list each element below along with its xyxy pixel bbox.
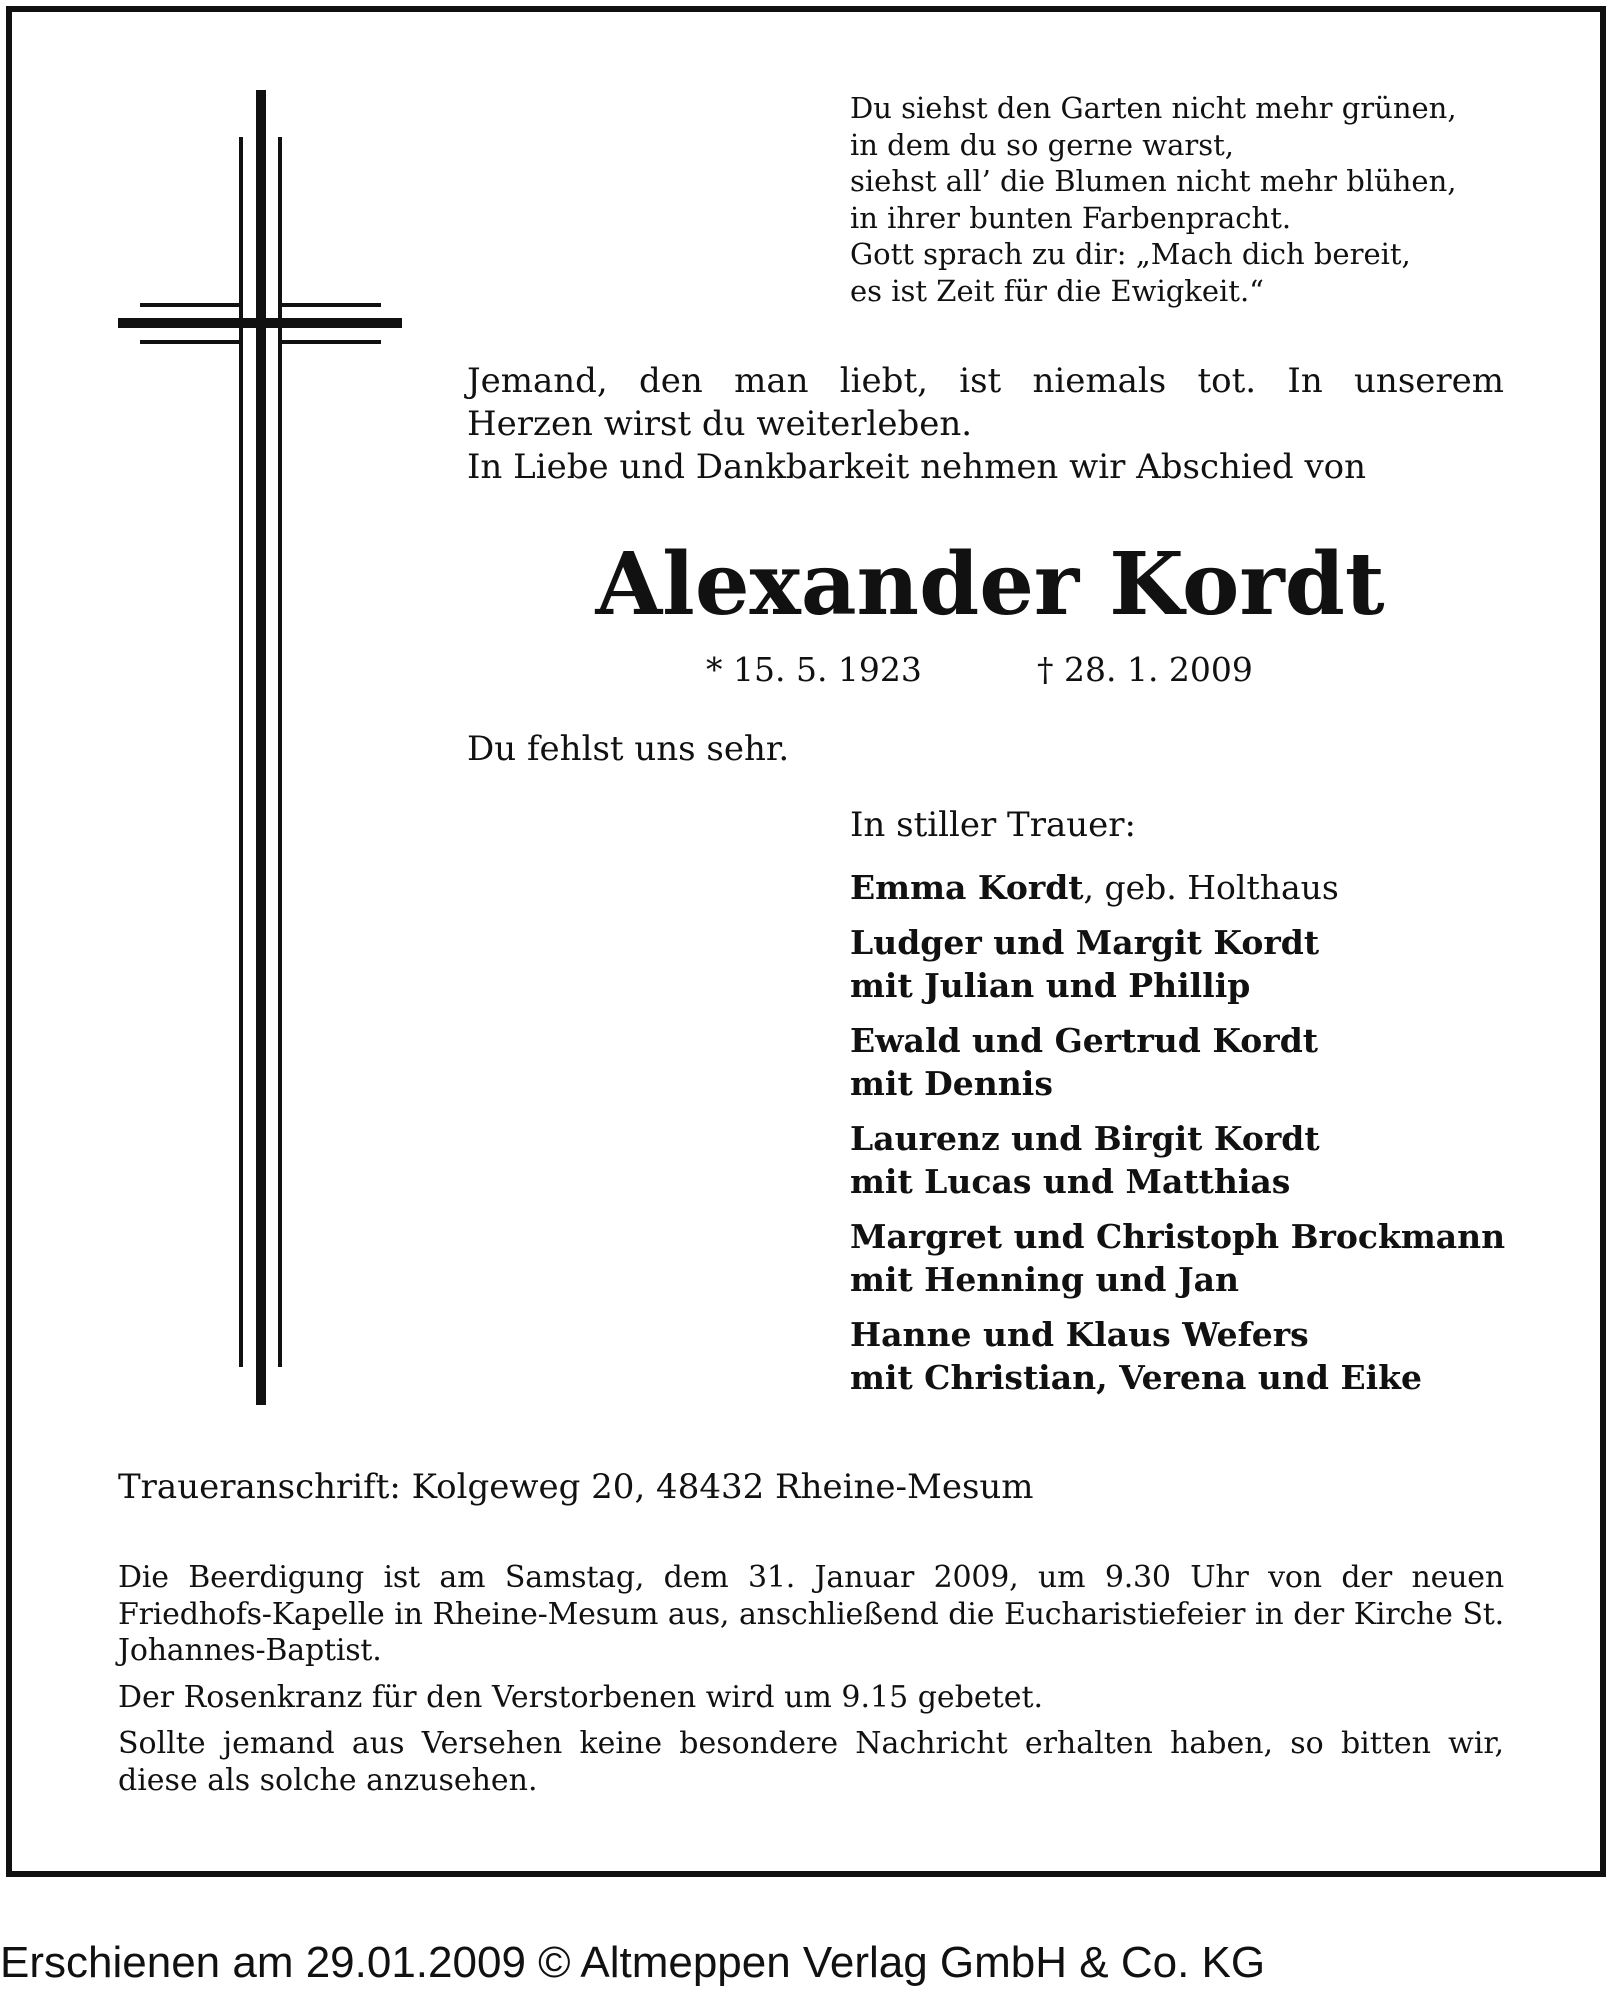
- double-line-cross-icon: [0, 0, 420, 1420]
- mourner-line: mit Julian und Phillip: [850, 966, 1251, 1005]
- intro-line: Jemand, den man liebt, ist niemals tot. In unserem: [467, 361, 1504, 401]
- mourner-line: Laurenz und Birgit Kordt: [850, 1119, 1320, 1158]
- mourner-group: [850, 1117, 1550, 1203]
- intro-line: In Liebe und Dankbarkeit nehmen wir Abschied von: [467, 447, 1367, 487]
- funeral-paragraph: Sollte jemand aus Versehen keine besondere Nachricht erhalten haben, so bitten wir, diese als solche anzusehen.: [118, 1726, 1504, 1798]
- mourner-group: [850, 1215, 1550, 1301]
- mourner-line: mit Dennis: [850, 1064, 1053, 1103]
- poem-line: Gott sprach zu dir: „Mach dich bereit,: [850, 237, 1411, 271]
- mourner-group: [850, 1313, 1550, 1399]
- mourner-line: Margret und Christoph Brockmann: [850, 1217, 1506, 1256]
- mourner-line: mit Henning und Jan: [850, 1260, 1239, 1299]
- mourner-group: [850, 866, 1550, 909]
- funeral-details: [118, 1560, 1504, 1809]
- missed-line: Du fehlst uns sehr.: [467, 729, 790, 769]
- intro-text: [467, 360, 1504, 489]
- mourner-group: [850, 921, 1550, 1007]
- publication-footer: Erschienen am 29.01.2009 © Altmeppen Verlag GmbH & Co. KG: [0, 1938, 1266, 1987]
- mourner-name-suffix: , geb. Holthaus: [1083, 868, 1339, 907]
- poem-line: in ihrer bunten Farbenpracht.: [850, 200, 1292, 235]
- poem-line: es ist Zeit für die Ewigkeit.“: [850, 273, 1265, 308]
- mourner-line: mit Christian, Verena und Eike: [850, 1358, 1422, 1397]
- mourners-list: [850, 804, 1550, 1411]
- mourner-name: Emma Kordt: [850, 868, 1084, 907]
- funeral-paragraph: Die Beerdigung ist am Samstag, dem 31. Januar 2009, um 9.30 Uhr von der neuen Friedhofs-Kapelle in Rheine-Mesum aus, anschließend die Eucharistiefeier in der Kirche St. Johannes-Baptist.: [118, 1560, 1504, 1668]
- mourner-line: Hanne und Klaus Wefers: [850, 1315, 1309, 1354]
- birth-date: * 15. 5. 1923: [706, 650, 922, 689]
- mourner-line: Ludger und Margit Kordt: [850, 923, 1320, 962]
- mourner-line: Ewald und Gertrud Kordt: [850, 1021, 1319, 1060]
- mourners-header: In stiller Trauer:: [850, 805, 1136, 845]
- intro-line: Herzen wirst du weiterleben.: [467, 404, 973, 444]
- mourner-group: [850, 1019, 1550, 1105]
- poem-line: Du siehst den Garten nicht mehr grünen,: [850, 91, 1457, 125]
- deceased-name: Alexander Kordt: [595, 534, 1385, 635]
- poem: [850, 90, 1550, 309]
- mourning-address: Traueranschrift: Kolgeweg 20, 48432 Rheine-Mesum: [118, 1467, 1034, 1507]
- poem-line: siehst all’ die Blumen nicht mehr blühen,: [850, 164, 1457, 198]
- mourner-line: mit Lucas und Matthias: [850, 1162, 1291, 1201]
- funeral-paragraph: Der Rosenkranz für den Verstorbenen wird um 9.15 gebetet.: [118, 1679, 1044, 1715]
- poem-line: in dem du so gerne warst,: [850, 127, 1235, 162]
- death-date: † 28. 1. 2009: [1037, 650, 1253, 689]
